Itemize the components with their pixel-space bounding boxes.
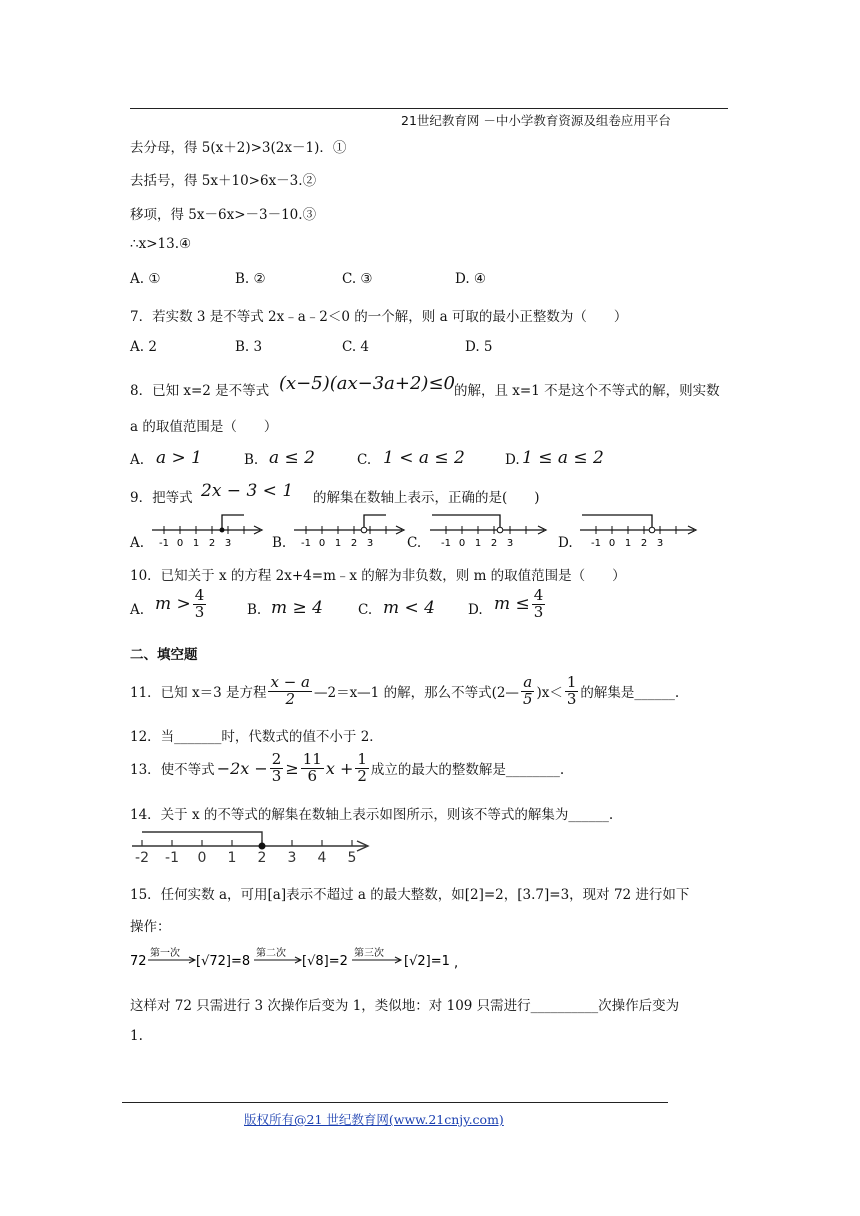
tick-label: 1 [192, 538, 200, 549]
q11-text-b: —2＝x—1 的解，那么不等式(2— [313, 685, 519, 701]
q9-number-line-c [426, 508, 556, 550]
numerator: x − a [270, 672, 310, 691]
q7-option-a: A. 2 [130, 339, 157, 355]
tick-label: -1 [159, 538, 169, 549]
tick-label: 2 [490, 538, 498, 549]
q8-option-c: 1 < a ≤ 2 [383, 448, 465, 468]
q9-number-line-a [148, 508, 268, 550]
q11-text-a: 11．已知 x＝3 是方程 [130, 685, 267, 701]
flow-result-1: [√72]=8 [196, 954, 251, 969]
q13-text-b: 成立的最大的整数解是________. [370, 762, 565, 778]
q10-option-d-label: D. [468, 602, 483, 618]
q10-option-a-fraction [193, 588, 207, 621]
tick-label: 1 [227, 850, 237, 866]
flow-step-3: 第三次 [354, 948, 384, 959]
numerator: 2 [271, 749, 282, 768]
tick-label: 1 [474, 538, 482, 549]
q6-option-a: A. ① [130, 271, 161, 287]
tick-label: 5 [347, 850, 357, 866]
q8-option-b-label: B. [244, 452, 259, 468]
tick-label: 0 [458, 538, 466, 549]
denominator: 3 [194, 602, 205, 621]
q10-option-a [155, 588, 208, 621]
q11-fraction-1 [268, 672, 312, 708]
q10-option-c-label: C. [358, 602, 373, 618]
solution-range [432, 515, 500, 527]
step-2: 去括号，得 5x＋10>6x－3.② [130, 173, 317, 189]
q9-option-a-label: A. [130, 535, 145, 551]
numerator: a [523, 672, 533, 691]
tick-label: -1 [301, 538, 311, 549]
denominator: 3 [566, 689, 577, 708]
flow-start: 72 [130, 954, 147, 969]
q9-number-line-d [576, 508, 706, 550]
header-site-name: 21世纪教育网 －中小学教育资源及组卷应用平台 [401, 113, 671, 128]
tick-label: 1 [334, 538, 342, 549]
q13-fraction-2 [301, 749, 324, 785]
step-4: ∴x>13.④ [130, 236, 192, 252]
q10-stem: 10．已知关于 x 的方程 2x+4=m﹣x 的解为非负数，则 m 的取值范围是（ ） [130, 568, 626, 584]
q13-fraction-1 [270, 749, 284, 785]
tick-label: -1 [441, 538, 451, 549]
section-title-fill-in: 二、填空题 [130, 647, 198, 663]
tick-label: 3 [224, 538, 232, 549]
flow-step-1: 第一次 [150, 948, 180, 959]
q10-option-a-label: A. [130, 602, 145, 618]
q7-option-d: D. 5 [465, 339, 493, 355]
tick-label: 0 [197, 850, 207, 866]
tick-label: 1 [624, 538, 632, 549]
q7-stem: 7．若实数 3 是不等式 2x﹣a﹣2＜0 的一个解，则 a 可取的最小正整数为（ ） [130, 309, 628, 325]
q11-fraction-3 [565, 672, 579, 708]
q15-text-a: 15．任何实数 a，可用[a]表示不超过 a 的最大整数，如[2]=2，[3.7]=3，现对 72 进行如下 [130, 887, 690, 903]
q8-stem-c: a 的取值范围是（ ） [130, 419, 278, 435]
solid-endpoint [220, 528, 225, 533]
tick-label: -1 [591, 538, 601, 549]
q13-math-1: −2x − [216, 758, 268, 778]
footer-rule [122, 1102, 668, 1103]
q11-text-c: )x＜ [536, 685, 563, 701]
flow-result-3: [√2]=1 [404, 954, 450, 969]
tick-label: 2 [350, 538, 358, 549]
q13-math-3: x + [325, 758, 354, 778]
flow-end: , [454, 956, 459, 971]
q8-option-c-label: C. [357, 452, 372, 468]
denominator: 3 [533, 602, 544, 621]
tick-label: 2 [208, 538, 216, 549]
denominator: 6 [307, 766, 318, 785]
q8-option-a: a > 1 [156, 448, 203, 468]
q6-option-d: D. ④ [455, 271, 487, 287]
q13 [130, 745, 564, 791]
q8-option-d-label: D. [505, 452, 520, 468]
q8-formula: (x−5)(ax−3a+2)≤0 [279, 373, 455, 394]
step-1: 去分母，得 5(x＋2)>3(2x－1)．① [130, 140, 347, 156]
q11 [130, 668, 679, 714]
q15-text-d: 1. [130, 1028, 143, 1044]
q8-stem-b: 的解，且 x=1 不是这个不等式的解，则实数 [454, 383, 720, 399]
q15-operation-flow [128, 944, 468, 976]
tick-label: 3 [287, 850, 297, 866]
tick-label: 2 [640, 538, 648, 549]
step-3: 移项，得 5x－6x>－3－10.③ [130, 207, 317, 223]
q9-option-d-label: D. [558, 535, 573, 551]
tick-label: -2 [135, 850, 149, 866]
solution-range [222, 515, 244, 530]
q13-text-a: 13．使不等式 [130, 762, 215, 778]
denominator: 3 [271, 766, 282, 785]
ticks [142, 840, 352, 846]
tick-label: 3 [506, 538, 514, 549]
tick-label: -1 [165, 850, 179, 866]
q12: 12．当_______时，代数式的值不小于 2． [130, 729, 383, 745]
tick-label: 0 [608, 538, 616, 549]
q14-number-line [128, 826, 378, 866]
q13-math-2: ≥ [285, 758, 299, 778]
q9-formula: 2x − 3 < 1 [201, 481, 294, 501]
flow-result-2: [√8]=2 [302, 954, 348, 969]
q8-option-a-label: A. [130, 452, 145, 468]
q7-option-c: C. 4 [342, 339, 370, 355]
flow-step-2: 第二次 [256, 948, 286, 959]
solution-range [364, 515, 386, 527]
q10-option-d-var: m ≤ [494, 594, 530, 615]
q10-option-a-var: m > [155, 594, 191, 615]
q13-fraction-3 [355, 749, 369, 785]
numerator: 4 [194, 586, 205, 604]
tick-label: 2 [257, 850, 267, 866]
q6-option-b: B. ② [235, 271, 266, 287]
numerator: 1 [357, 749, 367, 768]
tick-label: 0 [176, 538, 184, 549]
q15-text-b: 操作： [130, 919, 171, 935]
tick-label: 3 [656, 538, 664, 549]
q9-stem-a: 9．把等式 [130, 490, 193, 506]
header-rule [130, 108, 728, 109]
q9-option-b-label: B. [272, 535, 287, 551]
q10-option-b-label: B. [247, 602, 262, 618]
open-endpoint [497, 527, 503, 533]
q10-option-b: m ≥ 4 [271, 598, 323, 618]
q11-fraction-2 [521, 672, 535, 708]
denominator: 2 [285, 689, 295, 708]
open-endpoint [361, 527, 367, 533]
q8-stem-a: 8．已知 x=2 是不等式 [130, 383, 270, 399]
tick-label: 3 [366, 538, 374, 549]
q9-stem-b: 的解集在数轴上表示，正确的是( ) [313, 490, 540, 506]
q10-option-d [494, 588, 547, 621]
q8-option-d: 1 ≤ a ≤ 2 [522, 448, 604, 468]
q11-text-d: 的解集是______. [580, 685, 680, 701]
tick-label: 0 [318, 538, 326, 549]
solid-endpoint [259, 843, 266, 850]
denominator: 5 [522, 689, 533, 708]
denominator: 2 [357, 766, 367, 785]
q15-text-c: 这样对 72 只需进行 3 次操作后变为 1，类似地：对 109 只需进行__________次操作后变为 [130, 998, 680, 1014]
q7-option-b: B. 3 [235, 339, 263, 355]
q10-option-c: m < 4 [383, 598, 435, 618]
numerator: 4 [533, 586, 544, 604]
q8-option-b: a ≤ 2 [269, 448, 316, 468]
numerator: 11 [302, 749, 322, 768]
q6-option-c: C. ③ [342, 271, 373, 287]
q14-stem: 14．关于 x 的不等式的解集在数轴上表示如图所示，则该不等式的解集为______. [130, 807, 614, 823]
numerator: 1 [566, 672, 577, 691]
solution-range [582, 515, 652, 527]
footer-copyright-link[interactable]: 版权所有@21 世纪教育网(www.21cnjy.com) [244, 1112, 504, 1127]
open-endpoint [649, 527, 655, 533]
q9-number-line-b [290, 508, 410, 550]
tick-label: 4 [317, 850, 327, 866]
q9-option-c-label: C. [407, 535, 422, 551]
q10-option-d-fraction [532, 588, 546, 621]
